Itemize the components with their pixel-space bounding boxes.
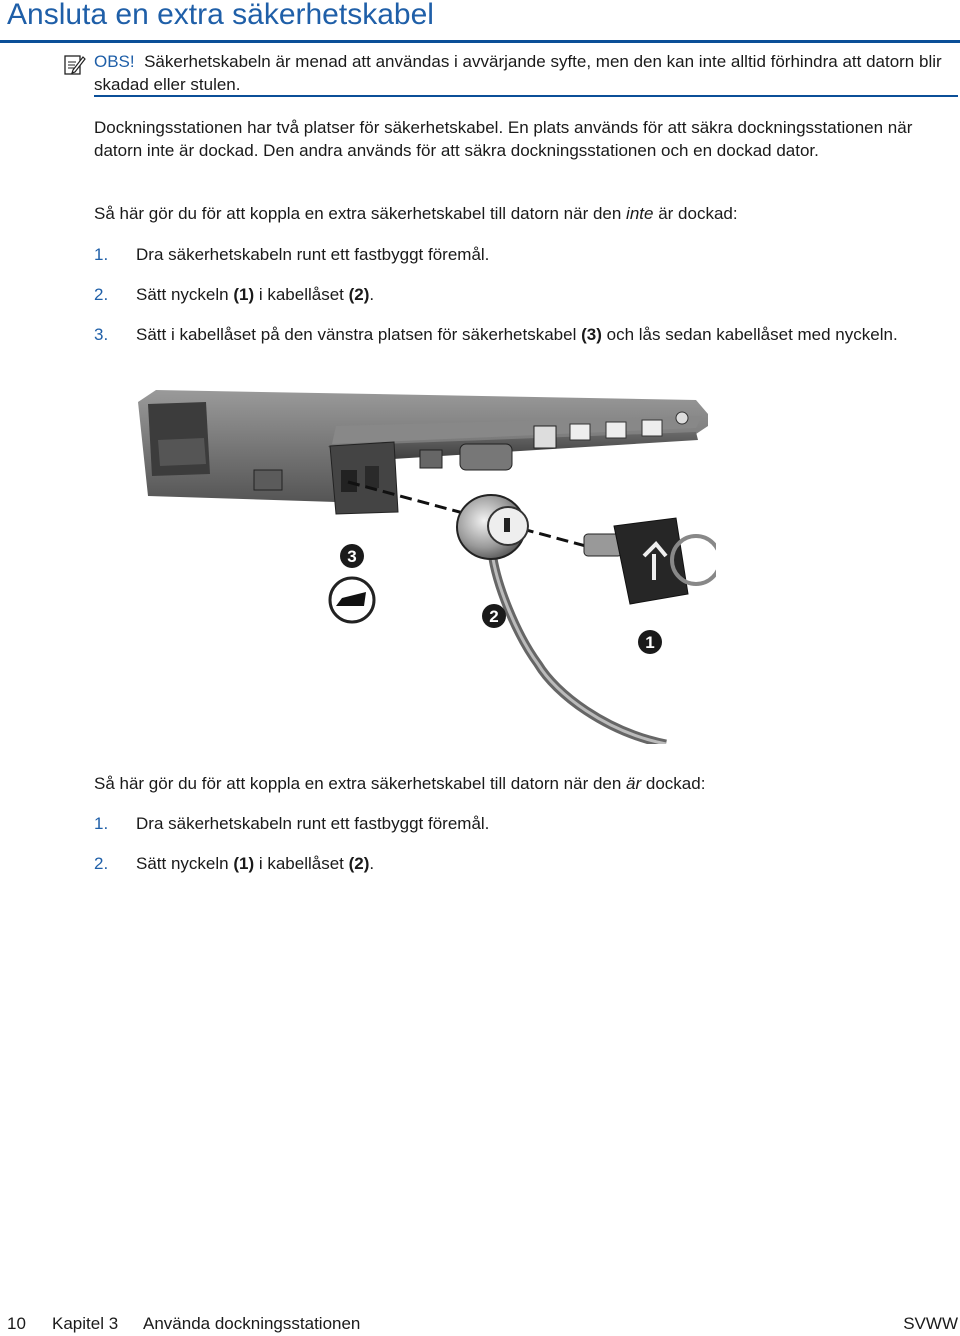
callout-label: 3 [347, 547, 357, 566]
note-paragraph [94, 50, 958, 96]
step-text: Dra säkerhetskabeln runt ett fastbyggt föremål. [136, 814, 490, 833]
note-label: OBS! [94, 52, 135, 71]
docking-station-cable-lock-illustration [136, 384, 716, 744]
step-text: Sätt i kabellåset på den vänstra platsen för säkerhetskabel (3) och lås sedan kabellåset med nyckeln. [136, 325, 898, 344]
step-text: Sätt nyckeln (1) i kabellåset (2). [136, 854, 375, 873]
callout-2 [482, 604, 506, 628]
callout-1 [638, 630, 662, 654]
callout-label: 1 [645, 633, 655, 652]
step-number: 2. [94, 854, 109, 873]
section2-lead-emphasis: är [626, 774, 642, 793]
title-rule [0, 40, 960, 43]
note-rule [94, 95, 958, 97]
step-number: 3. [94, 325, 109, 344]
step-number: 1. [94, 814, 109, 833]
section2-lead [94, 772, 958, 795]
section2-lead-tail: dockad: [641, 774, 706, 793]
note-text: Säkerhetskabeln är menad att användas i avvärjande syfte, men den kan inte alltid förhindra att datorn blir skadad eller stulen. [94, 52, 942, 94]
footer-code: SVWW [903, 1314, 958, 1333]
footer-chapter-title: Använda dockningsstationen [143, 1314, 361, 1333]
footer-page-number: 10 [7, 1314, 26, 1333]
page-title: Ansluta en extra säkerhetskabel [7, 0, 434, 31]
step-number: 1. [94, 245, 109, 264]
section1-lead [94, 202, 958, 225]
callout-label: 2 [489, 607, 499, 626]
cable-lock [457, 495, 528, 559]
section1-lead-emphasis: inte [626, 204, 654, 223]
step-text: Sätt nyckeln (1) i kabellåset (2). [136, 285, 375, 304]
step-number: 2. [94, 285, 109, 304]
key [584, 518, 716, 604]
section1-lead-text: Så här gör du för att koppla en extra säkerhetskabel till datorn när den [94, 204, 627, 223]
lock-slot-icon [330, 578, 374, 622]
docking-station [138, 390, 708, 514]
footer-chapter: Kapitel 3 [52, 1314, 119, 1333]
section1-lead-tail: är dockad: [653, 204, 738, 223]
section2-lead-text: Så här gör du för att koppla en extra säkerhetskabel till datorn när den [94, 774, 627, 793]
step-text: Dra säkerhetskabeln runt ett fastbyggt föremål. [136, 245, 490, 264]
callout-3 [340, 544, 364, 568]
note-pencil-icon [64, 53, 86, 75]
intro-paragraph: Dockningsstationen har två platser för säkerhetskabel. En plats används för att säkra dockningsstationen när datorn inte är dockad. Den andra används för att säkra dockningsstationen och en dockad dator. [94, 118, 913, 160]
